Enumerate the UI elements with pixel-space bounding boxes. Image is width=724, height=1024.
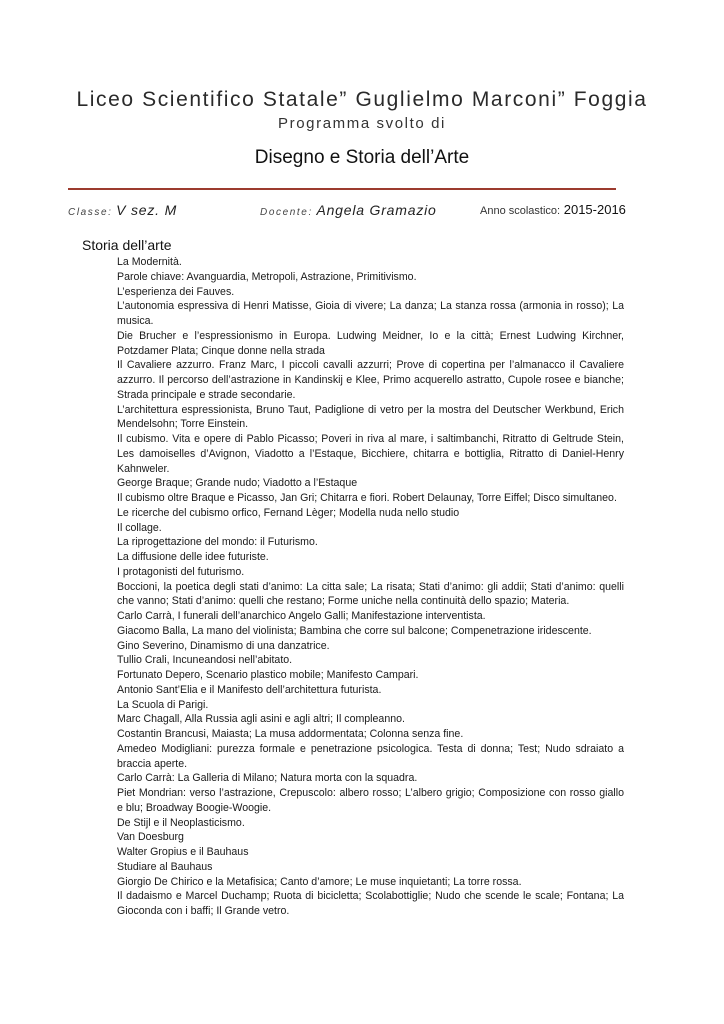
- subject-title: Disegno e Storia dell’Arte: [254, 147, 470, 168]
- anno-label: Anno scolastico:: [480, 205, 561, 217]
- program-paragraph: La riprogettazione del mondo: il Futurismo.: [117, 536, 318, 549]
- program-paragraph: Antonio Sant’Elia e il Manifesto dell’architettura futurista.: [117, 683, 382, 696]
- program-paragraph: Amedeo Modigliani: purezza formale e penetrazione psicologica. Testa di donna; Test; Nudo sdraiato a braccia aperte.: [117, 742, 624, 770]
- program-paragraph: Carlo Carrà: La Galleria di Milano; Natura morta con la squadra.: [117, 772, 418, 785]
- classe-value: V sez. M: [116, 202, 178, 218]
- program-paragraph: Parole chiave: Avanguardia, Metropoli, Astrazione, Primitivismo.: [117, 270, 417, 283]
- program-paragraph: L’esperienza dei Fauves.: [117, 285, 235, 298]
- program-paragraph: La Modernità.: [117, 256, 182, 268]
- program-paragraph: Il cubismo oltre Braque e Picasso, Jan Gri; Chitarra e fiori. Robert Delaunay, Torre Eiffel; Disco simultaneo.: [117, 492, 617, 504]
- program-paragraph: Fortunato Depero, Scenario plastico mobile; Manifesto Campari.: [117, 669, 419, 681]
- school-title: Liceo Scientifico Statale” Guglielmo Marconi” Foggia: [76, 88, 648, 111]
- program-paragraph: I protagonisti del futurismo.: [117, 565, 245, 578]
- docente-label: Docente:: [260, 207, 313, 218]
- document-header: [0, 86, 724, 134]
- anno-value: 2015-2016: [563, 202, 626, 217]
- anno-field: [480, 202, 626, 217]
- program-paragraph: La Scuola di Parigi.: [117, 698, 209, 711]
- program-paragraph: Van Doesburg: [117, 831, 184, 844]
- program-paragraph: Studiare al Bauhaus: [117, 860, 213, 873]
- program-paragraph: Carlo Carrà, I funerali dell’anarchico Angelo Galli; Manifestazione interventista.: [117, 610, 486, 622]
- program-paragraph: Marc Chagall, Alla Russia agli asini e agli altri; Il compleanno.: [117, 713, 405, 726]
- program-content: [117, 255, 624, 919]
- docente-value: Angela Gramazio: [316, 202, 437, 218]
- program-paragraph: Gino Severino, Dinamismo di una danzatrice.: [117, 639, 330, 652]
- program-paragraph: La diffusione delle idee futuriste.: [117, 551, 269, 563]
- program-paragraph: Le ricerche del cubismo orfico, Fernand Lèger; Modella nuda nello studio: [117, 506, 460, 519]
- program-paragraph: Il Cavaliere azzurro. Franz Marc, I piccoli cavalli azzurri; Prove di copertina per l’almanacco il Cavaliere azzurro. Il percorso dell’astrazione in Kandinskij e Klee, Primo acquerello astratto, Cupole rosee e bianche; Strada principale e strade secondarie.: [117, 359, 624, 401]
- program-paragraph: George Braque; Grande nudo; Viadotto a l’Estaque: [117, 477, 358, 490]
- program-paragraph: Walter Gropius e il Bauhaus: [117, 846, 249, 858]
- program-paragraph: L’autonomia espressiva di Henri Matisse, Gioia di vivere; La danza; La stanza rossa (armonia in rosso); La musica.: [117, 300, 624, 327]
- program-paragraph: Tullio Crali, Incuneandosi nell’abitato.: [117, 654, 293, 667]
- program-paragraph: Il collage.: [117, 521, 162, 534]
- section-title: Storia dell’arte: [82, 237, 172, 253]
- program-paragraph: Die Brucher e l’espressionismo in Europa. Ludwing Meidner, Io e la città; Ernest Ludwing Kirchner, Potzdamer Plata; Cinque donne nella strada: [117, 329, 624, 357]
- classe-field: [68, 202, 177, 218]
- docente-field: [260, 202, 437, 218]
- program-paragraph: Giorgio De Chirico e la Metafisica; Canto d’amore; Le muse inquietanti; La torre rossa.: [117, 875, 522, 888]
- document-subtitle: Programma svolto di: [278, 115, 446, 132]
- program-paragraph: Il cubismo. Vita e opere di Pablo Picasso; Poveri in riva al mare, i saltimbanchi, Ritratto di Geltrude Stein, Les damoiselles d’Avignon, Viadotto a l’Estaque, Bicchiere, chitarra e bottiglia, Ritratto di Daniel-Henry Kahnweler.: [117, 433, 624, 475]
- program-paragraph: De Stijl e il Neoplasticismo.: [117, 816, 245, 829]
- program-paragraph: L’architettura espressionista, Bruno Taut, Padiglione di vetro per la mostra del Deutscher Werkbund, Erich Mendelsohn; Torre Einstein.: [117, 403, 624, 431]
- program-paragraph: Boccioni, la poetica degli stati d’animo: La citta sale; La risata; Stati d’animo: gli addii; Stati d’animo: quelli che vanno; Stati d’animo: quelli che restano; Forme uniche nella continuità dello spazio; Materia.: [117, 580, 624, 608]
- program-paragraph: Il dadaismo e Marcel Duchamp; Ruota di bicicletta; Scolabottiglie; Nudo che scende le scale; Fontana; La Gioconda con i baffi; Il Grande vetro.: [117, 890, 624, 917]
- program-paragraph: Piet Mondrian: verso l’astrazione, Crepuscolo: albero rosso; L’albero grigio; Composizione con rosso giallo e blu; Broadway Boogie-Woogie.: [117, 787, 624, 814]
- program-paragraph: Costantin Brancusi, Maiasta; La musa addormentata; Colonna senza fine.: [117, 728, 464, 740]
- header-divider: [68, 188, 616, 190]
- program-paragraph: Giacomo Balla, La mano del violinista; Bambina che corre sul balcone; Compenetrazione iridescente.: [117, 624, 592, 637]
- classe-label: Classe:: [68, 207, 113, 218]
